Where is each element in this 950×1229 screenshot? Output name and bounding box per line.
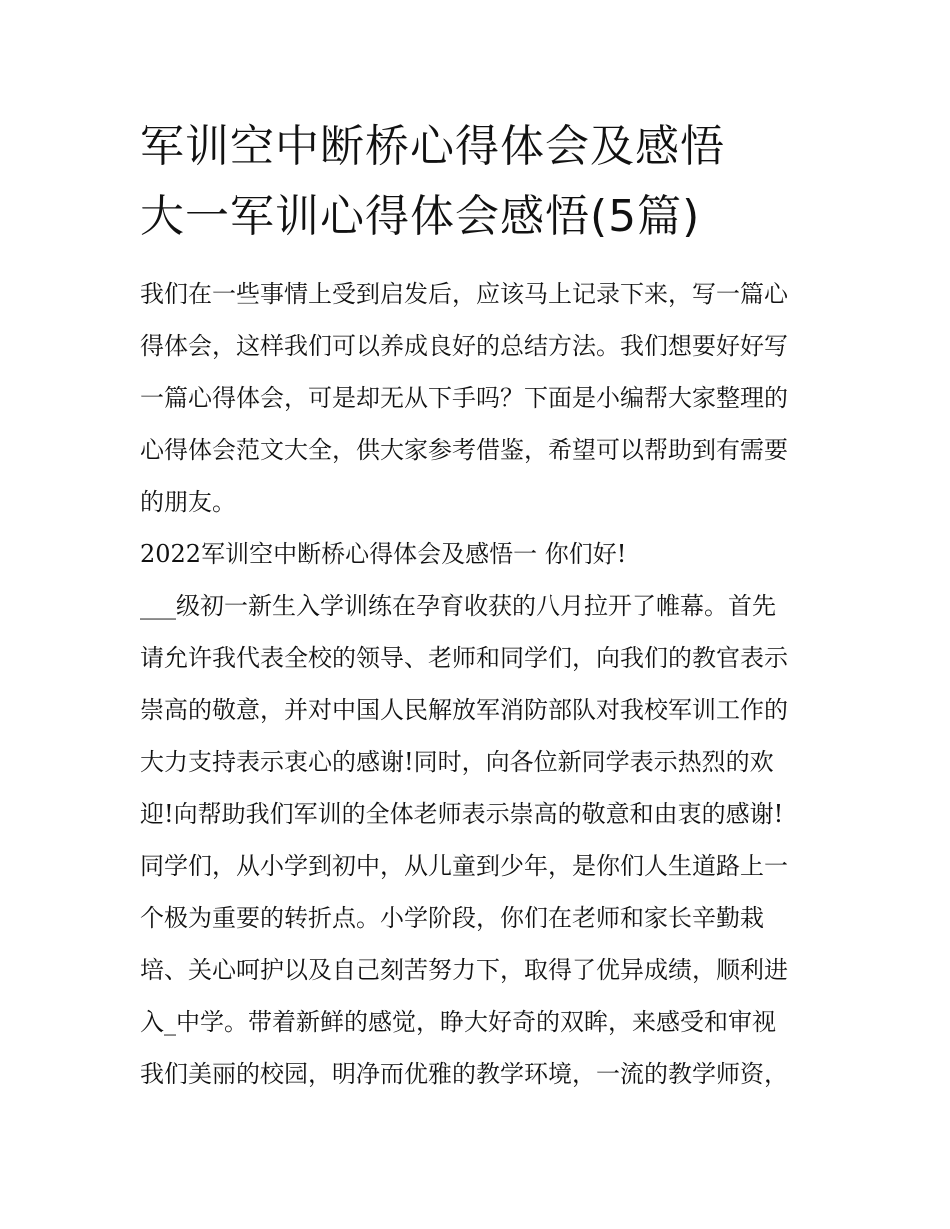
body-line: 入_中学。带着新鲜的感觉，睁大好奇的双眸，来感受和审视 (140, 1008, 776, 1036)
section-heading: 2022军训空中断桥心得体会及感悟一 你们好! (140, 540, 627, 568)
body-line: 请允许我代表全校的领导、老师和同学们，向我们的教官表示 (140, 644, 788, 672)
body-line: 同学们，从小学到初中，从儿童到少年，是你们人生道路上一 (140, 852, 788, 880)
body-line: 个极为重要的转折点。小学阶段，你们在老师和家长辛勤栽 (140, 904, 764, 932)
title-line-1: 军训空中断桥心得体会及感悟 (140, 121, 725, 172)
body-line: 的朋友。 (140, 488, 236, 516)
body-line: 我们美丽的校园，明净而优雅的教学环境，一流的教学师资， (140, 1060, 788, 1088)
body-line: 一篇心得体会，可是却无从下手吗？下面是小编帮大家整理的 (140, 384, 788, 412)
body-line: 培、关心呵护以及自己刻苦努力下，取得了优异成绩，顺利进 (140, 956, 788, 984)
body-line: 心得体会范文大全，供大家参考借鉴，希望可以帮助到有需要 (140, 436, 788, 464)
body-line: 崇高的敬意，并对中国人民解放军消防部队对我校军训工作的 (140, 696, 788, 724)
title-line-2: 大一军训心得体会感悟(5篇) (140, 191, 701, 242)
body-line: 我们在一些事情上受到启发后，应该马上记录下来，写一篇心 (140, 280, 788, 308)
body-line: 得体会，这样我们可以养成良好的总结方法。我们想要好好写 (140, 332, 788, 360)
body-line: 大力支持表示衷心的感谢!同时，向各位新同学表示热烈的欢 (140, 748, 774, 776)
body-line: 迎!向帮助我们军训的全体老师表示崇高的敬意和由衷的感谢! (140, 800, 784, 828)
body-text (140, 268, 820, 1100)
document-page (140, 112, 820, 1100)
body-line: ___级初一新生入学训练在孕育收获的八月拉开了帷幕。首先 (140, 592, 776, 620)
